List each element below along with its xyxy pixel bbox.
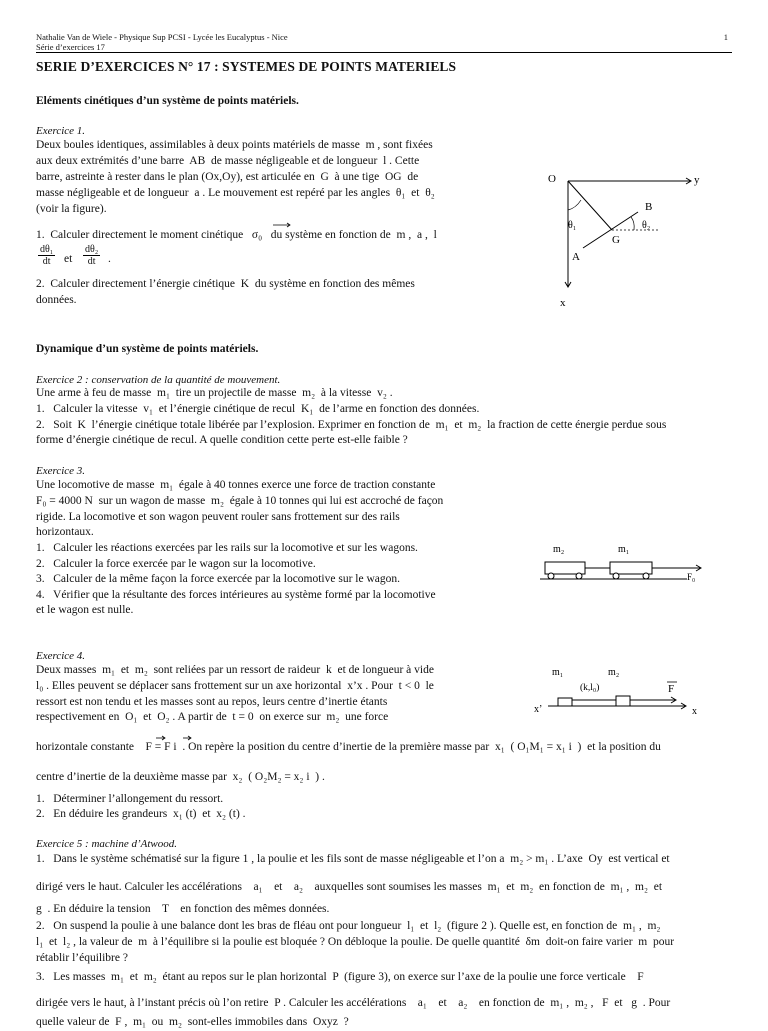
- wheel: [613, 573, 619, 579]
- wagon: [545, 562, 585, 574]
- exercise-1-line: données.: [36, 294, 77, 306]
- exercise-4-label: Exercice 4.: [36, 650, 86, 662]
- exercise-5-line: quelle valeur de F , m₁ ou m₂ sont-elles immobiles dans Oxyz ?: [36, 1016, 349, 1028]
- label-x-prime: x’: [534, 704, 543, 715]
- exercise-5-label: Exercice 5 : machine d’Atwood.: [36, 838, 178, 850]
- label-F0: F₀: [687, 572, 696, 582]
- exercise-1-label: Exercice 1.: [36, 125, 86, 137]
- exercise-5-line: l₁ et l₂ , la valeur de m à l’équilibre si la poulie est bloquée ? On débloque la poulie. De quelle quantité δm doit-on faire varier m pour: [36, 936, 675, 948]
- vector-arrow-icon: [155, 735, 193, 741]
- header-line-1: Nathalie Van de Wiele - Physique Sup PCSI - Lycée les Eucalyptus - Nice: [36, 32, 288, 42]
- fraction-numerator: dθ₂: [85, 244, 99, 255]
- exercise-2-label: Exercice 2 : conservation de la quantité de mouvement.: [36, 374, 281, 386]
- fraction-end: .: [108, 253, 111, 265]
- exercise-4-line: Deux masses m₁ et m₂ sont reliées par un ressort de raideur k et de longueur à vide: [36, 664, 434, 676]
- exercise-1-line: (voir la figure).: [36, 203, 107, 215]
- exercise-3-line: horizontaux.: [36, 526, 94, 538]
- exercise-4-line: horizontale constante F = F i . On repère la position du centre d’inertie de la première masse par x₁ ( O₁M₁ = x₁ i ) et la position du: [36, 741, 661, 753]
- label-m1: m₁: [552, 667, 564, 678]
- angle-theta1-arc: [568, 200, 581, 210]
- label-m1: m₁: [618, 544, 630, 555]
- label-O: O: [548, 173, 556, 185]
- label-m2: m₂: [608, 667, 620, 678]
- exercise-5-line: rétablir l’équilibre ?: [36, 952, 128, 964]
- exercise-2-question-2: 2. Soit K l’énergie cinétique totale libérée par l’explosion. Exprimer en fonction de m₁ et m₂ la fraction de cette énergie perdue sous: [36, 419, 667, 431]
- exercise-1-line: barre, astreinte à rester dans le plan (Ox,Oy), est articulée en G à une tige OG de: [36, 171, 419, 183]
- fraction-et: et: [64, 253, 73, 265]
- locomotive: [610, 562, 652, 574]
- label-G: G: [612, 234, 620, 246]
- section-heading-kinetics: Eléments cinétiques d’un système de points matériels.: [36, 95, 299, 107]
- fraction-dtheta2-dt: [83, 244, 100, 267]
- exercise-5-line: g . En déduire la tension T en fonction des mêmes données.: [36, 903, 330, 915]
- exercise-4-line: ressort est non tendu et les masses sont au repos, leurs centre d’inertie étants: [36, 696, 388, 708]
- figure-spring-masses: [530, 660, 710, 720]
- angle-theta2-arc: [631, 217, 634, 230]
- fraction-numerator: dθ₁: [40, 244, 54, 255]
- exercise-5-line: dirigé vers le haut. Calculer les accélérations a₁ et a₂ auxquelles sont soumises les masses m₁ et m₂ en fonction de m₁ , m₂ et: [36, 881, 663, 893]
- exercise-5-question-1: 1. Dans le système schématisé sur la figure 1 , la poulie et les fils sont de masse négligeable et l’on a m₂ > m₁ . L’axe Oy est vertical et: [36, 853, 670, 865]
- label-y: y: [694, 174, 700, 186]
- fraction-denominator: dt: [42, 256, 51, 267]
- exercise-1-question-1: 1. Calculer directement le moment cinétique σ₀ du système en fonction de m , a , l: [36, 229, 437, 241]
- exercise-5-question-2: 2. On suspend la poulie à une balance dont les bras de fléau ont pour longueur l₁ et l₂ (figure 2 ). Quelle est, en fonction de m₁ , m₂: [36, 920, 661, 932]
- figure-locomotive-wagon: [535, 540, 715, 590]
- mass-m1: [558, 698, 572, 706]
- header-rule: [36, 52, 732, 53]
- exercise-3-line: F₀ = 4000 N sur un wagon de masse m₂ égale à 10 tonnes qui lui est accroché de façon: [36, 495, 444, 507]
- label-x: x: [560, 297, 566, 309]
- exercise-3-question-2: 2. Calculer la force exercée par le wagon sur la locomotive.: [36, 558, 316, 570]
- mass-m2: [616, 696, 630, 706]
- wheel: [576, 573, 582, 579]
- exercise-5-question-3: 3. Les masses m₁ et m₂ étant au repos sur le plan horizontal P (figure 3), on exerce sur l’axe de la poulie une force verticale F: [36, 971, 644, 983]
- exercise-3-label: Exercice 3.: [36, 465, 86, 477]
- label-theta1: θ₁: [568, 220, 577, 231]
- exercise-2-question-1: 1. Calculer la vitesse v₁ et l’énergie cinétique de recul K₁ de l’arme en fonction des données.: [36, 403, 480, 415]
- exercise-4-line: respectivement en O₁ et O₂ . A partir de t = 0 on exerce sur m₂ une force: [36, 711, 389, 723]
- exercise-2-line: Une arme à feu de masse m₁ tire un projectile de masse m₂ à la vitesse v₂ .: [36, 387, 393, 399]
- exercise-4-line: l₀ . Elles peuvent se déplacer sans frottement sur un axe horizontal x’x . Pour t < 0 le: [36, 680, 434, 692]
- exercise-4-question-2: 2. En déduire les grandeurs x₁ (t) et x₂ (t) .: [36, 808, 246, 820]
- figure-two-balls-bar: [540, 168, 720, 318]
- label-A: A: [572, 251, 580, 263]
- wheel: [548, 573, 554, 579]
- label-F: F: [668, 683, 675, 695]
- label-theta2: θ₂: [642, 220, 651, 231]
- label-B: B: [645, 201, 653, 213]
- exercise-3-line: rigide. La locomotive et son wagon peuvent rouler sans frottement sur des rails: [36, 511, 400, 523]
- wheel: [643, 573, 649, 579]
- exercise-3-line: Une locomotive de masse m₁ égale à 40 tonnes exerce une force de traction constante: [36, 479, 436, 491]
- label-x: x: [692, 706, 697, 717]
- label-k-l0: (k,l₀): [580, 683, 600, 693]
- page-title: SERIE D’EXERCICES N° 17 : SYSTEMES DE POINTS MATERIELS: [36, 59, 457, 74]
- exercise-3-question-3: 3. Calculer de la même façon la force exercée par la locomotive sur le wagon.: [36, 573, 400, 585]
- page-number: 1: [723, 32, 728, 42]
- fraction-dtheta1-dt: [38, 244, 55, 267]
- exercise-1-line: aux deux extrémités d’une barre AB de masse négligeable et de longueur l . Cette: [36, 155, 420, 167]
- exercise-1-question-2: 2. Calculer directement l’énergie cinétique K du système en fonction des mêmes: [36, 278, 415, 290]
- exercise-5-line: dirigée vers le haut, à l’instant précis où l’on retire P . Calculer les accélérations a₁ et a₂ en fonction de m₁ , m₂ , F et g . Pour: [36, 997, 671, 1009]
- exercise-1-line: Deux boules identiques, assimilables à deux points matériels de masse m , sont fixées: [36, 139, 433, 151]
- fraction-denominator: dt: [87, 256, 96, 267]
- label-m2: m₂: [553, 544, 565, 555]
- exercise-2-line: forme d’énergie cinétique de recul. A quelle condition cette perte est-elle faible ?: [36, 434, 408, 446]
- exercise-4-question-1: 1. Déterminer l’allongement du ressort.: [36, 793, 224, 805]
- section-heading-dynamics: Dynamique d’un système de points matériels.: [36, 343, 259, 355]
- exercise-3-line: et le wagon est nulle.: [36, 604, 134, 616]
- exercise-3-question-4: 4. Vérifier que la résultante des forces intérieures au système formé par la locomotive: [36, 589, 436, 601]
- exercise-3-question-1: 1. Calculer les réactions exercées par les rails sur la locomotive et sur les wagons.: [36, 542, 418, 554]
- header-line-2: Série d’exercices 17: [36, 42, 105, 52]
- exercise-1-line: masse négligeable et de longueur a . Le mouvement est repéré par les angles θ₁ et θ₂: [36, 187, 435, 199]
- vector-arrow-icon: [272, 222, 292, 228]
- exercise-4-line: centre d’inertie de la deuxième masse par x₂ ( O₂M₂ = x₂ i ) .: [36, 771, 325, 783]
